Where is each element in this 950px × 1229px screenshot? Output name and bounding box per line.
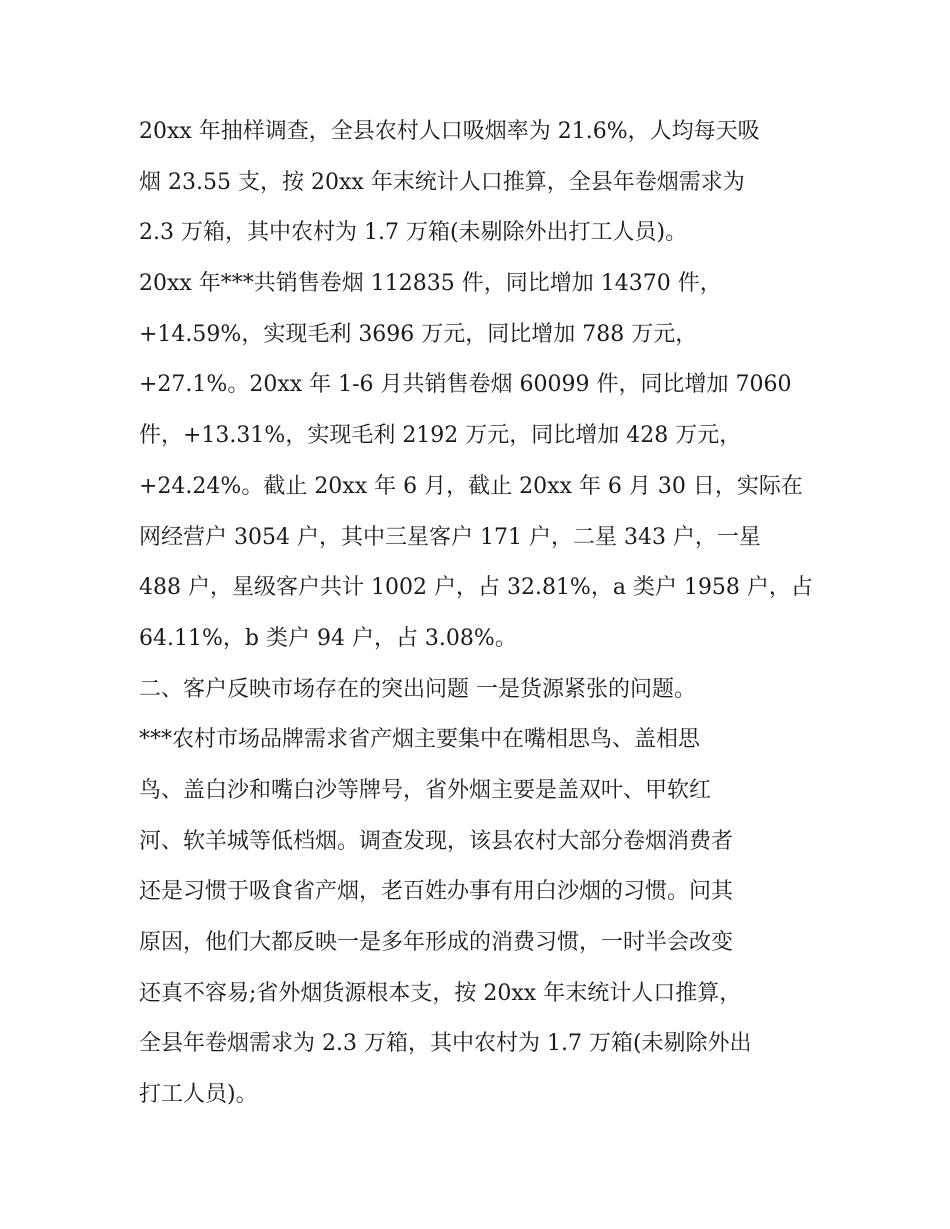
text-line-15: 河、软羊城等低档烟。调查发现，该县农村大部分卷烟消费者 xyxy=(139,828,734,854)
text-line-13: ***农村市场品牌需求省产烟主要集中在嘴相思鸟、盖相思 xyxy=(139,727,701,753)
section-heading: 二、客户反映市场存在的突出问题 一是货源紧张的问题。 xyxy=(139,676,696,702)
text-line-20: 打工人员)。 xyxy=(139,1082,258,1108)
text-line-1: 20xx 年抽样调查，全县农村人口吸烟率为 21.6%，人均每天吸 xyxy=(139,119,760,144)
text-line-17: 原因，他们大都反映一是多年形成的消费习惯，一时半会改变 xyxy=(139,930,734,955)
text-line-6: +27.1%。20xx 年 1-6 月共销售卷烟 60099 件，同比增加 7060 xyxy=(139,372,792,398)
body-text xyxy=(139,107,839,1121)
text-line-5: +14.59%，实现毛利 3696 万元，同比增加 788 万元， xyxy=(139,321,698,347)
text-line-2: 烟 23.55 支，按 20xx 年末统计人口推算，全县年卷烟需求为 xyxy=(139,169,745,195)
text-line-14: 鸟、盖白沙和嘴白沙等牌号，省外烟主要是盖双叶、甲软红 xyxy=(139,777,712,803)
text-line-10: 488 户，星级客户共计 1002 户，占 32.81%，a 类户 1958 户，占 xyxy=(139,575,813,601)
text-line-11: 64.11%，b 类户 94 户，占 3.08%。 xyxy=(139,625,517,651)
text-line-4: 20xx 年***共销售卷烟 112835 件，同比增加 14370 件， xyxy=(139,271,722,297)
text-line-7: 件，+13.31%，实现毛利 2192 万元，同比增加 428 万元， xyxy=(139,423,742,449)
text-line-16: 还是习惯于吸食省产烟，老百姓办事有用白沙烟的习惯。问其 xyxy=(139,879,734,905)
text-line-18: 还真不容易;省外烟货源根本支，按 20xx 年末统计人口推算， xyxy=(139,980,742,1006)
text-line-19: 全县年卷烟需求为 2.3 万箱，其中农村为 1.7 万箱(未剔除外出 xyxy=(139,1031,752,1057)
text-line-3: 2.3 万箱，其中农村为 1.7 万箱(未剔除外出打工人员)。 xyxy=(139,220,688,246)
text-line-8: +24.24%。截止 20xx 年 6 月，截止 20xx 年 6 月 30 日，实际在 xyxy=(139,473,803,499)
text-line-9: 网经营户 3054 户，其中三星客户 171 户，二星 343 户，一星 xyxy=(139,524,761,550)
